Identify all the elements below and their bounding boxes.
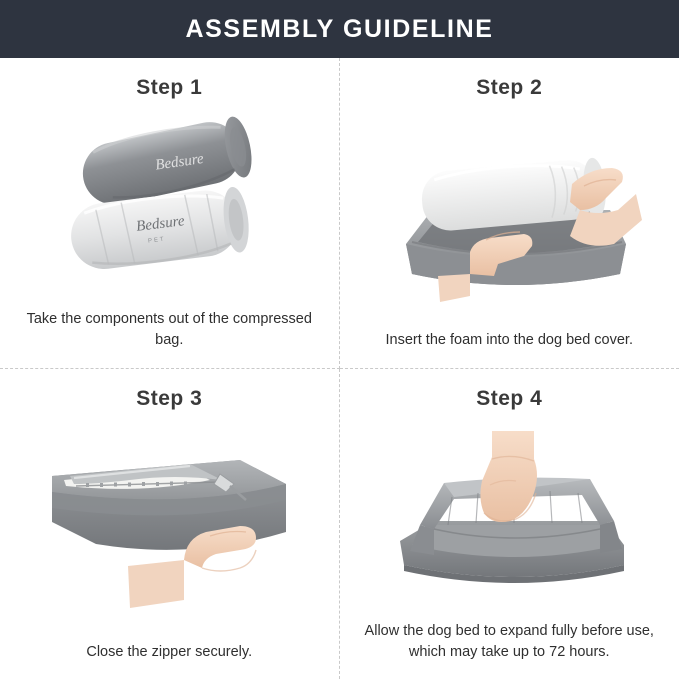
step-4-illustration xyxy=(358,413,662,621)
step-2-illustration xyxy=(358,102,662,330)
step-4-title: Step 4 xyxy=(476,386,543,410)
hand-pressing-bed-icon xyxy=(374,429,644,604)
step-3-title: Step 3 xyxy=(136,386,203,410)
svg-text:Bedsure: Bedsure xyxy=(154,151,205,174)
step-3-illustration xyxy=(18,413,321,642)
hands-inserting-foam-icon xyxy=(374,124,644,309)
step-1-caption: Take the components out of the compressed bag. xyxy=(26,311,312,349)
right-hand xyxy=(570,168,642,246)
step-card-2 xyxy=(340,58,679,369)
header-bar xyxy=(0,0,679,58)
step-3-caption: Close the zipper securely. xyxy=(86,643,253,660)
step-card-3 xyxy=(0,369,340,679)
step-1-illustration xyxy=(18,102,321,309)
step-card-4 xyxy=(340,369,679,679)
step-2-caption: Insert the foam into the dog bed cover. xyxy=(385,332,633,349)
step-4-caption: Allow the dog bed to expand fully before use, which may take up to 72 hours. xyxy=(364,622,654,660)
step-1-title: Step 1 xyxy=(136,76,203,99)
svg-text:PET: PET xyxy=(148,236,167,245)
rolled-compressed-packages-icon xyxy=(39,113,299,298)
hand-closing-zipper-icon xyxy=(34,440,304,615)
steps-grid xyxy=(0,58,679,679)
step-2-title: Step 2 xyxy=(476,76,543,99)
page-title: ASSEMBLY GUIDELINE xyxy=(185,14,494,43)
svg-text:Bedsure: Bedsure xyxy=(135,213,186,236)
step-card-1 xyxy=(0,58,340,369)
pressing-hand xyxy=(481,431,538,522)
